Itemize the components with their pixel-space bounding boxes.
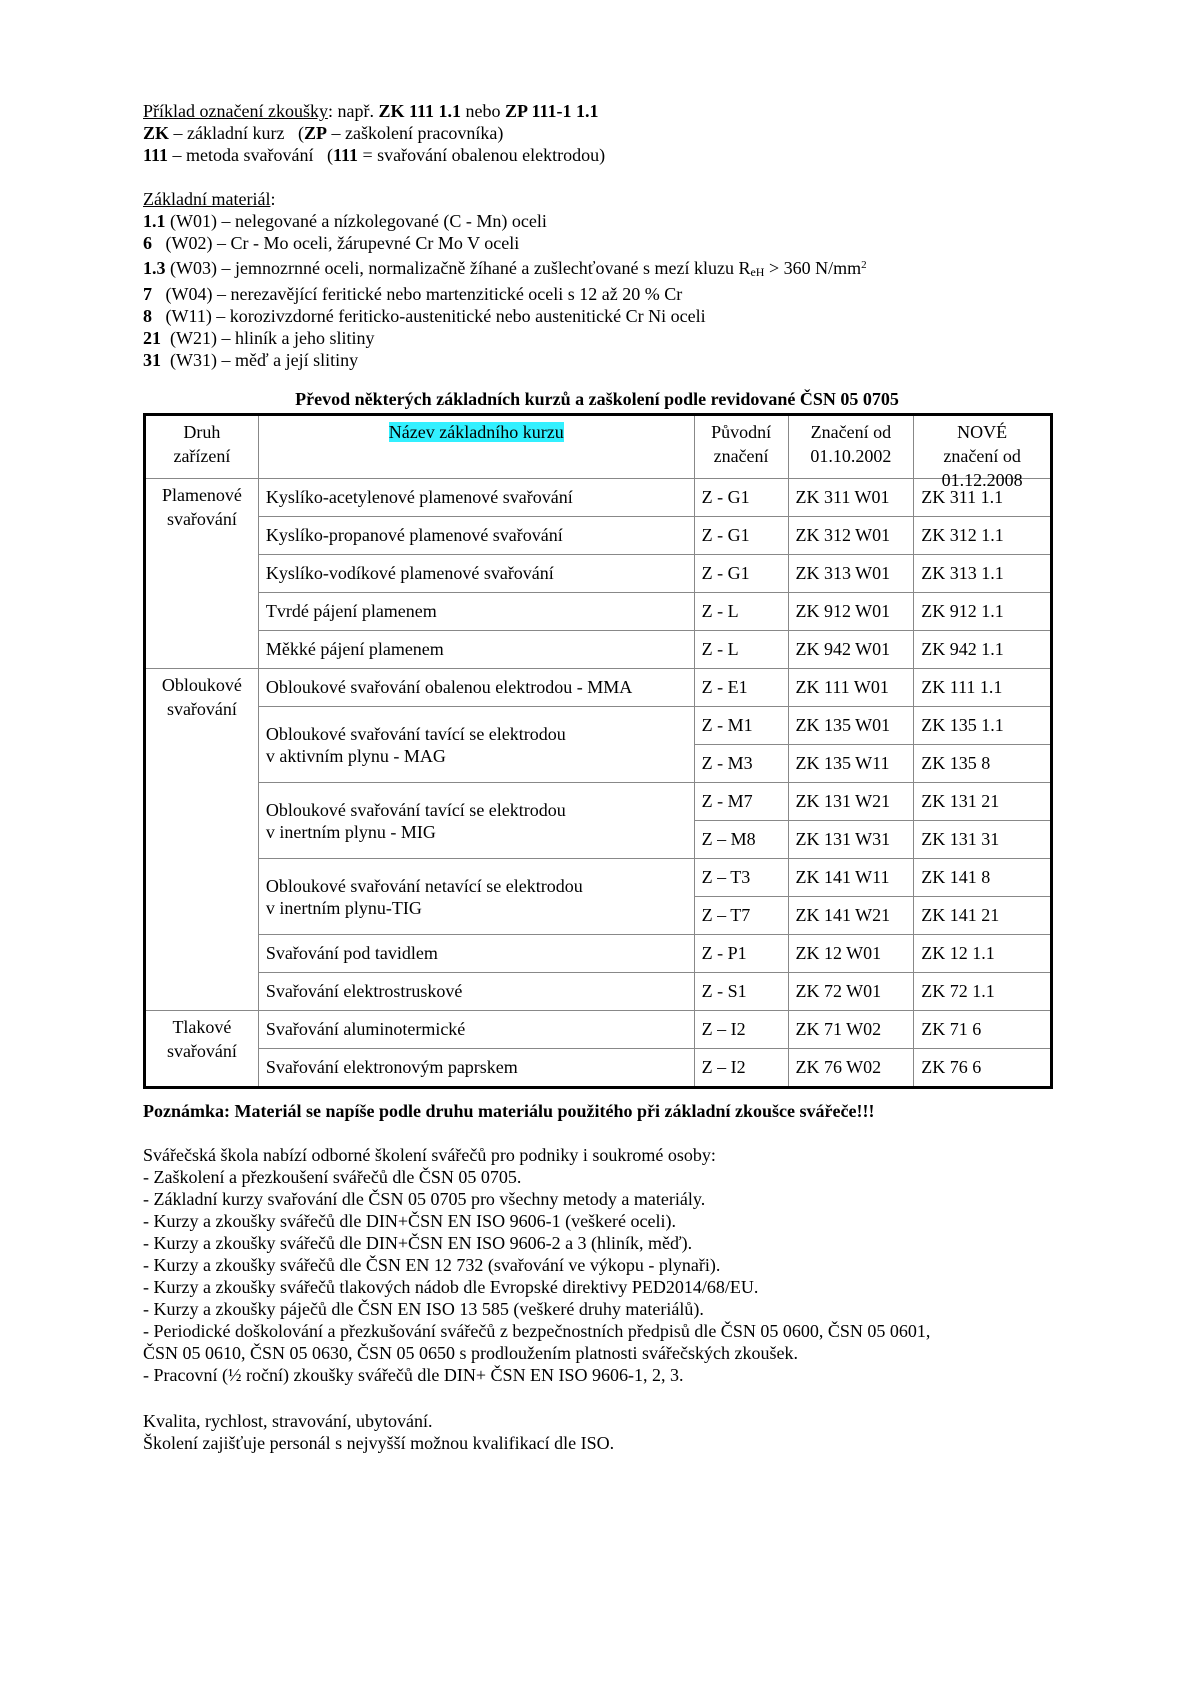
- new-code-cell: ZK 141 21: [914, 897, 1052, 935]
- material-item: 6 (W02) – Cr - Mo oceli, žárupevné Cr Mo V oceli: [143, 233, 520, 253]
- course-name-cell: Tvrdé pájení plamenem: [258, 593, 694, 631]
- original-code-cell: Z – I2: [694, 1011, 788, 1049]
- code-2002-cell: ZK 141 W11: [788, 859, 914, 897]
- new-code-cell: ZK 131 31: [914, 821, 1052, 859]
- original-code-cell: Z - M7: [694, 783, 788, 821]
- school-intro: Svářečská škola nabízí odborné školení svářečů pro podniky i soukromé osoby:: [143, 1145, 716, 1165]
- table-row: [145, 555, 1052, 593]
- course-name-cell: Obloukové svařování obalenou elektrodou - MMA: [258, 669, 694, 707]
- table-row: [145, 783, 1052, 821]
- new-code-cell: ZK 141 8: [914, 859, 1052, 897]
- material-note: Poznámka: Materiál se napíše podle druhu materiálu použitého při základní zkoušce svářeče!!!: [143, 1101, 875, 1121]
- course-name-cell: Kyslíko-propanové plamenové svařování: [258, 517, 694, 555]
- material-item: 31 (W31) – měď a její slitiny: [143, 350, 359, 370]
- list-item: - Kurzy a zkoušky svářečů dle ČSN EN 12 732 (svařování ve výkopu - plynaři).: [143, 1255, 721, 1275]
- code-2002-cell: ZK 131 W31: [788, 821, 914, 859]
- course-name-cell: Svařování elektrostruskové: [258, 973, 694, 1011]
- list-item: ČSN 05 0610, ČSN 05 0630, ČSN 05 0650 s prodloužením platnosti svářečských zkoušek.: [143, 1343, 798, 1363]
- new-code-cell: ZK 72 1.1: [914, 973, 1052, 1011]
- new-code-cell: ZK 912 1.1: [914, 593, 1052, 631]
- table-row: [145, 1049, 1052, 1088]
- original-code-cell: Z – I2: [694, 1049, 788, 1088]
- header-course-name: Název základního kurzu: [258, 415, 694, 479]
- table-header-row: [145, 415, 1052, 479]
- course-conversion-table: [143, 413, 1053, 1089]
- original-code-cell: Z - E1: [694, 669, 788, 707]
- group-arc: Obloukové svařování: [145, 669, 259, 1011]
- code-2002-cell: ZK 141 W21: [788, 897, 914, 935]
- code-2002-cell: ZK 313 W01: [788, 555, 914, 593]
- list-item: - Kurzy a zkoušky svářečů tlakových nádob dle Evropské direktivy PED2014/68/EU.: [143, 1277, 759, 1297]
- course-name-cell: Obloukové svařování netavící se elektrodou v inertním plynu-TIG: [258, 859, 694, 935]
- original-code-cell: Z - M1: [694, 707, 788, 745]
- closing-line: Kvalita, rychlost, stravování, ubytování.: [143, 1411, 433, 1431]
- material-item: 1.3 (W03) – jemnozrnné oceli, normalizačně žíhané a zušlechťované s mezí kluzu $R_{eH} > 360$ $N/mm^2$: [143, 258, 867, 279]
- material-item: 1.1 (W01) – nelegované a nízkolegované (C - Mn) oceli: [143, 211, 547, 231]
- table-title: Převod některých základních kurzů a zaškolení podle revidované ČSN 05 0705: [295, 389, 899, 409]
- header-kind: Druh zařízení: [145, 415, 259, 479]
- table-row: [145, 935, 1052, 973]
- table-row: [145, 1011, 1052, 1049]
- course-name-cell: Svařování aluminotermické: [258, 1011, 694, 1049]
- new-code-cell: ZK 12 1.1: [914, 935, 1052, 973]
- table-row: [145, 669, 1052, 707]
- material-item: 8 (W11) – korozivzdorné feriticko-austenitické nebo austenitické Cr Ni oceli: [143, 306, 706, 326]
- code-2002-cell: ZK 72 W01: [788, 973, 914, 1011]
- table-row: [145, 707, 1052, 745]
- original-code-cell: Z – M8: [694, 821, 788, 859]
- code-2002-cell: ZK 131 W21: [788, 783, 914, 821]
- original-code-cell: Z - G1: [694, 517, 788, 555]
- list-item: - Kurzy a zkoušky svářečů dle DIN+ČSN EN ISO 9606-1 (veškeré oceli).: [143, 1211, 677, 1231]
- code-2002-cell: ZK 111 W01: [788, 669, 914, 707]
- table-row: [145, 593, 1052, 631]
- code-2002-cell: ZK 71 W02: [788, 1011, 914, 1049]
- new-code-cell: ZK 311 1.1: [914, 479, 1052, 517]
- code-2002-cell: ZK 912 W01: [788, 593, 914, 631]
- course-name-cell: Obloukové svařování tavící se elektrodou v aktivním plynu - MAG: [258, 707, 694, 783]
- closing-line: Školení zajišťuje personál s nejvyšší možnou kvalifikací dle ISO.: [143, 1433, 615, 1453]
- original-code-cell: Z - S1: [694, 973, 788, 1011]
- table-row: [145, 631, 1052, 669]
- original-code-cell: Z - L: [694, 593, 788, 631]
- course-name-cell: Svařování elektronovým paprskem: [258, 1049, 694, 1088]
- header-new: NOVÉ značení od 01.12.2008: [914, 415, 1052, 479]
- designation-example-line: Příklad označení zkoušky: např. ZK 111 1.1 nebo ZP 111-1 1.1: [143, 101, 599, 121]
- header-original: Původní značení: [694, 415, 788, 479]
- list-item: - Kurzy a zkoušky páječů dle ČSN EN ISO 13 585 (veškeré druhy materiálů).: [143, 1299, 704, 1319]
- table-row: [145, 973, 1052, 1011]
- new-code-cell: ZK 135 8: [914, 745, 1052, 783]
- new-code-cell: ZK 312 1.1: [914, 517, 1052, 555]
- new-code-cell: ZK 135 1.1: [914, 707, 1052, 745]
- test-designation-intro: [143, 100, 605, 166]
- new-code-cell: ZK 111 1.1: [914, 669, 1052, 707]
- materials-heading: Základní materiál:: [143, 189, 276, 209]
- zk-definition-line: ZK – základní kurz (ZP – zaškolení pracovníka): [143, 123, 504, 143]
- new-code-cell: ZK 131 21: [914, 783, 1052, 821]
- new-code-cell: ZK 71 6: [914, 1011, 1052, 1049]
- material-item: 7 (W04) – nerezavějící feritické nebo martenzitické oceli s 12 až 20 % Cr: [143, 284, 683, 304]
- code-2002-cell: ZK 12 W01: [788, 935, 914, 973]
- material-item: 21 (W21) – hliník a jeho slitiny: [143, 328, 375, 348]
- school-offer: [143, 1144, 930, 1386]
- course-name-cell: Měkké pájení plamenem: [258, 631, 694, 669]
- code-2002-cell: ZK 76 W02: [788, 1049, 914, 1088]
- group-flame: Plamenové svařování: [145, 479, 259, 669]
- table-row: [145, 479, 1052, 517]
- table-row: [145, 859, 1052, 897]
- list-item: - Pracovní (½ roční) zkoušky svářečů dle DIN+ ČSN EN ISO 9606-1, 2, 3.: [143, 1365, 684, 1385]
- new-code-cell: ZK 76 6: [914, 1049, 1052, 1088]
- new-code-cell: ZK 942 1.1: [914, 631, 1052, 669]
- original-code-cell: Z – T7: [694, 897, 788, 935]
- list-item: - Periodické doškolování a přezkušování svářečů z bezpečnostních předpisů dle ČSN 05 0600, ČSN 05 0601,: [143, 1321, 931, 1341]
- course-name-cell: Obloukové svařování tavící se elektrodou v inertním plynu - MIG: [258, 783, 694, 859]
- header-since-2002: Značení od 01.10.2002: [788, 415, 914, 479]
- original-code-cell: Z - P1: [694, 935, 788, 973]
- original-code-cell: Z - L: [694, 631, 788, 669]
- original-code-cell: Z – T3: [694, 859, 788, 897]
- group-pressure: Tlakové svařování: [145, 1011, 259, 1088]
- original-code-cell: Z - G1: [694, 479, 788, 517]
- course-name-cell: Kyslíko-acetylenové plamenové svařování: [258, 479, 694, 517]
- code-2002-cell: ZK 311 W01: [788, 479, 914, 517]
- list-item: - Kurzy a zkoušky svářečů dle DIN+ČSN EN ISO 9606-2 a 3 (hliník, měď).: [143, 1233, 693, 1253]
- code-2002-cell: ZK 312 W01: [788, 517, 914, 555]
- code-2002-cell: ZK 135 W11: [788, 745, 914, 783]
- code-2002-cell: ZK 135 W01: [788, 707, 914, 745]
- course-name-cell: Kyslíko-vodíkové plamenové svařování: [258, 555, 694, 593]
- course-name-cell: Svařování pod tavidlem: [258, 935, 694, 973]
- new-code-cell: ZK 313 1.1: [914, 555, 1052, 593]
- method-definition-line: 111 – metoda svařování (111 = svařování obalenou elektrodou): [143, 145, 606, 165]
- closing-text: [143, 1410, 614, 1454]
- list-item: - Základní kurzy svařování dle ČSN 05 0705 pro všechny metody a materiály.: [143, 1189, 706, 1209]
- code-2002-cell: ZK 942 W01: [788, 631, 914, 669]
- original-code-cell: Z - G1: [694, 555, 788, 593]
- table-row: [145, 517, 1052, 555]
- list-item: - Zaškolení a přezkoušení svářečů dle ČSN 05 0705.: [143, 1167, 522, 1187]
- original-code-cell: Z - M3: [694, 745, 788, 783]
- base-materials-list: [143, 188, 867, 371]
